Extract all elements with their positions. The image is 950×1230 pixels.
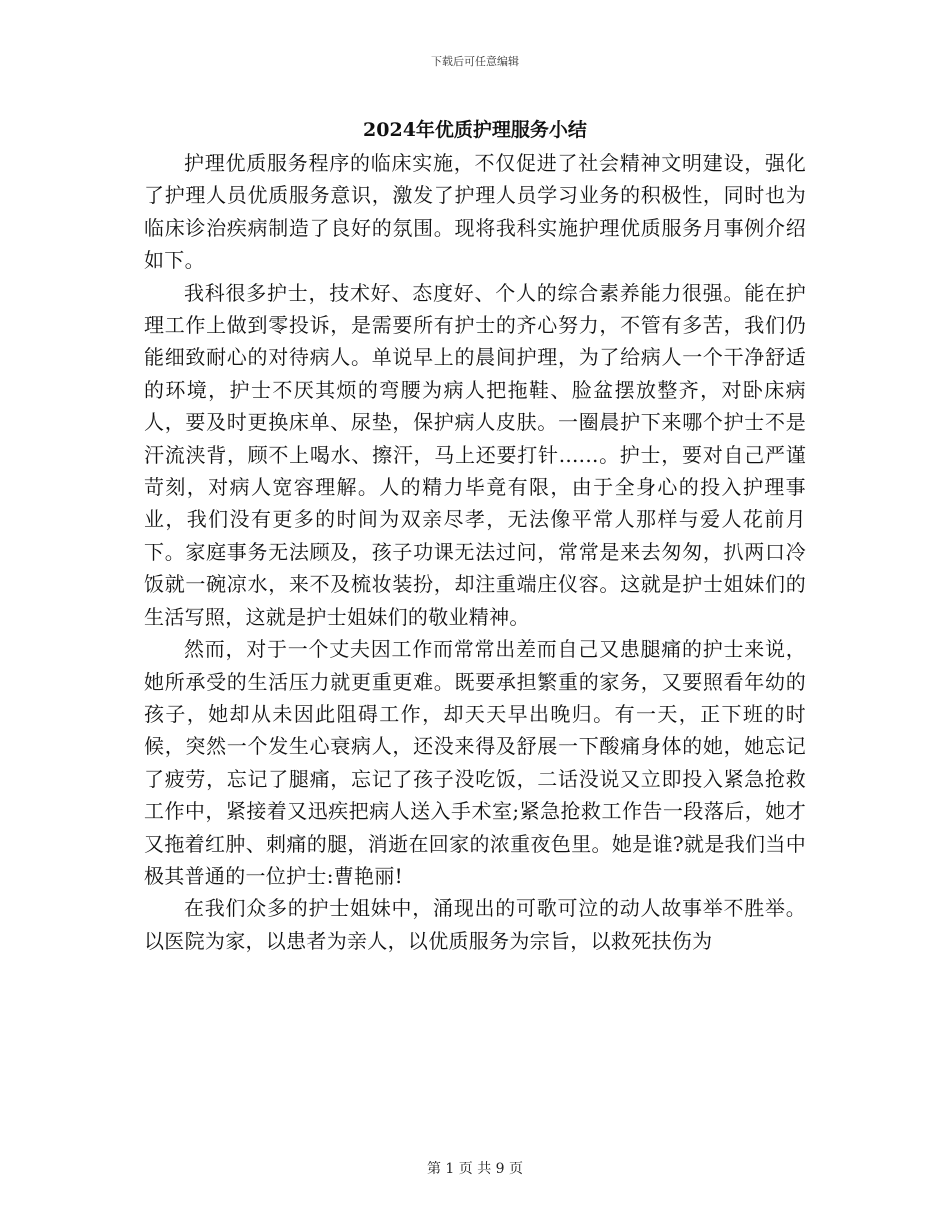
paragraph-1: 护理优质服务程序的临床实施，不仅促进了社会精神文明建设，强化了护理人员优质服务意识，激发了护理人员学习业务的积极性，同时也为临床诊治疾病制造了良好的氛围。现将我科实施护理优质服务月事例介绍如下。 (144, 151, 806, 273)
paragraph-2: 我科很多护士，技术好、态度好、个人的综合素养能力很强。能在护理工作上做到零投诉，是需要所有护士的齐心努力，不管有多苦，我们仍能细致耐心的对待病人。单说早上的晨间护理，为了给病人一个干净舒适的环境，护士不厌其烦的弯腰为病人把拖鞋、脸盆摆放整齐，对卧床病人，要及时更换床单、尿垫，保护病人皮肤。一圈晨护下来哪个护士不是汗流浃背，顾不上喝水、擦汗，马上还要打针......。护士，要对自己严谨苛刻，对病人宽容理解。人的精力毕竟有限，由于全身心的投入护理事业，我们没有更多的时间为双亲尽孝，无法像平常人那样与爱人花前月下。家庭事务无法顾及，孩子功课无法过问，常常是来去匆匆，扒两口冷饭就一碗凉水，来不及梳妆装扮，却注重端庄仪容。这就是护士姐妹们的生活写照，这就是护士姐妹们的敬业精神。 (144, 280, 806, 629)
paragraph-4: 在我们众多的护士姐妹中，涌现出的可歌可泣的动人故事举不胜举。以医院为家，以患者为亲人，以优质服务为宗旨，以救死扶伤为 (144, 896, 806, 953)
page-number: 第 1 页 共 9 页 (426, 1161, 524, 1177)
header-note: 下载后可任意编辑 (431, 55, 519, 68)
paragraph-3: 然而，对于一个丈夫因工作而常常出差而自己又患腿痛的护士来说，她所承受的生活压力就更重更难。既要承担繁重的家务，又要照看年幼的孩子，她却从未因此阻碍工作，却天天早出晚归。有一天，正下班的时候，突然一个发生心衰病人，还没来得及舒展一下酸痛身体的她，她忘记了疲劳，忘记了腿痛，忘记了孩子没吃饭，二话没说又立即投入紧急抢救工作中，紧接着又迅疾把病人送入手术室;紧急抢救工作告一段落后，她才又拖着红肿、刺痛的腿，消逝在回家的浓重夜色里。她是谁?就是我们当中极其普通的一位护士:曹艳丽! (144, 637, 806, 888)
document-body (144, 147, 806, 957)
document-title: 2024年优质护理服务小结 (363, 119, 587, 141)
